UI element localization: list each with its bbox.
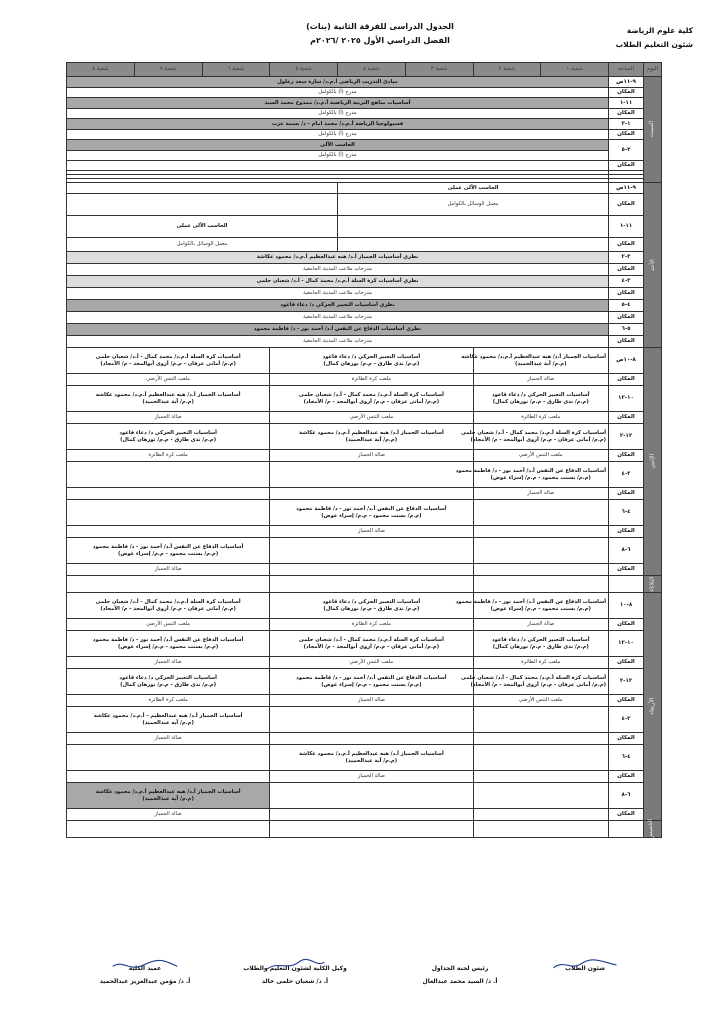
- signature-schedules-committee: [400, 962, 520, 988]
- time-header: الساعه: [609, 63, 644, 77]
- table-row: [67, 657, 662, 669]
- table-row: [67, 252, 662, 264]
- table-row: [67, 300, 662, 312]
- place-cell: مدرج (أ) بالكوامل: [67, 109, 609, 119]
- place-cell: ملعب كرة الطائرة: [67, 695, 270, 707]
- course-cell: أساسيات التعبير الحركي د/ دعاء قاعود (م.م/ ندى طارق - م.م/ نورهان كمال): [473, 386, 609, 412]
- time-cell: ٤-٦: [609, 745, 644, 771]
- table-row: [67, 576, 662, 593]
- course-cell: نظري أساسيات الدفاع عن النفس أ.د/ أحمد نور - د/ فاطمة محمود: [67, 324, 609, 336]
- course-cell: أساسيات الدفاع عن النفس أ.د/ أحمد نور - د/ فاطمة محمود (م.م/ بسنت محمود - م.م/ إسراء عوض): [270, 500, 473, 526]
- table-row: [67, 151, 662, 161]
- table-row: [67, 386, 662, 412]
- place-label: المكان: [609, 526, 644, 538]
- schedule-term: الفصل الدراسي الأول ٢٠٢٥ /٢٠٢٦م: [310, 36, 450, 45]
- day-cell-tuesday: الثلاثاء: [644, 576, 662, 593]
- place-label: المكان: [609, 336, 644, 348]
- place-cell: صالة الجمباز: [67, 564, 270, 576]
- table-row: [67, 348, 662, 374]
- place-cell: ملعب كرة الطائرة: [473, 412, 609, 424]
- table-row: [67, 194, 662, 216]
- faculty-header: [563, 24, 693, 52]
- section-header: شعبة ٥: [270, 63, 338, 77]
- place-label: المكان: [609, 238, 644, 252]
- place-cell: صالة الجمباز: [67, 809, 270, 821]
- place-cell: مدرج (أ) بالكوامل: [67, 88, 609, 98]
- place-cell: ملعب كرة الطائرة: [270, 374, 473, 386]
- place-cell: ملعب كرة الطائرة: [67, 450, 270, 462]
- handwritten-signature-icon: [93, 958, 197, 972]
- table-row: [67, 288, 662, 300]
- table-row: [67, 450, 662, 462]
- place-cell: ملعب التنس الأرضي: [67, 619, 270, 631]
- table-row: [67, 424, 662, 450]
- time-cell: ١١-١: [609, 216, 644, 238]
- course-cell: الحاسب الآلى: [67, 140, 609, 151]
- course-cell: أساسيات الدفاع عن النفس أ.د/ أحمد نور - د/ فاطمة محمود (م.م/ بسنت محمود - م.م/ إسراء عوض): [473, 593, 609, 619]
- place-label: المكان: [609, 194, 644, 216]
- signature-student-affairs: [530, 962, 640, 975]
- time-cell: ١١-١: [609, 98, 644, 109]
- table-row: [67, 183, 662, 194]
- table-row: [67, 462, 662, 488]
- place-cell: مدرجات ملاعب المدينة الجامعية: [67, 312, 609, 324]
- time-cell: ٦-٨: [609, 538, 644, 564]
- place-cell: صالة الجمباز: [270, 771, 473, 783]
- table-row: [67, 312, 662, 324]
- table-row: [67, 77, 662, 88]
- place-cell: مدرجات ملاعب المدينة الجامعية: [67, 288, 609, 300]
- course-cell: أساسيات التعبير الحركي د/ دعاء قاعود (م.م/ ندى طارق - م.م/ نورهان كمال): [270, 348, 473, 374]
- place-cell: ملعب التنس الأرضي: [473, 450, 609, 462]
- signature-vice-dean: [220, 962, 370, 988]
- place-cell: ملعب كرة الطائرة: [473, 657, 609, 669]
- day-cell-sunday: الأحد: [644, 183, 662, 348]
- signature-title: رئيس لجنة الجداول: [431, 965, 489, 972]
- place-cell: معمل الوسائل بالكوامل: [67, 238, 338, 252]
- table-row: [67, 336, 662, 348]
- time-cell: ١٠-١٢: [609, 631, 644, 657]
- table-row: [67, 374, 662, 386]
- place-cell: صالة الجمباز: [67, 733, 270, 745]
- table-row: [67, 109, 662, 119]
- empty-cell: [67, 161, 609, 171]
- course-cell: أساسيات الدفاع عن النفس أ.د/ أحمد نور - د/ فاطمة محمود (م.م/ بسنت محمود - م.م/ إسراء عوض): [67, 538, 270, 564]
- course-cell: أساسيات كرة السلة أ.م.د/ محمد كمال - أ.د/ شعبان حلمى (م.م/ أمانى عرفان - م.م/ أروى أبوالمجد - م/ الأمجاد): [67, 348, 270, 374]
- place-cell: معمل الوسائل بالكوامل: [338, 194, 609, 216]
- course-cell: نظري أساسيات الجمباز أ.د/ هبه عبدالعظيم أ.م.د/ محمود عكاشة: [67, 252, 609, 264]
- table-row: [67, 593, 662, 619]
- handwritten-signature-icon: [235, 958, 355, 972]
- place-cell: صالة الجمباز: [473, 374, 609, 386]
- day-header: اليوم: [644, 63, 662, 77]
- table-row: [67, 783, 662, 809]
- place-cell: مدرج (أ) بالكوامل: [67, 130, 609, 140]
- section-header: شعبة ٣: [405, 63, 473, 77]
- signature-name: أ. د/ شعبان حلمى خالد: [261, 978, 329, 985]
- place-label: المكان: [609, 619, 644, 631]
- place-label: المكان: [609, 264, 644, 276]
- place-cell: ملعب التنس الأرضي: [270, 412, 473, 424]
- course-cell: فسيولوجيا الرياضة أ.م.د/ محمد امام - د/ بسمة عزت: [67, 119, 609, 130]
- signature-title: شئون الطلاب: [564, 965, 606, 972]
- place-cell: ملعب كرة الطائرة: [270, 619, 473, 631]
- place-label: المكان: [609, 488, 644, 500]
- table-row: [67, 161, 662, 171]
- table-row: [67, 98, 662, 109]
- place-cell: مدرجات ملاعب المدينة الجامعية: [67, 336, 609, 348]
- time-cell: ١٢-٢: [609, 669, 644, 695]
- table-row: [67, 216, 662, 238]
- place-label: المكان: [609, 88, 644, 98]
- table-row: [67, 564, 662, 576]
- place-label: المكان: [609, 657, 644, 669]
- course-cell: نظري أساسيات كرة السلة أ.م.د/ محمد كمال - أ.د/ شعبان حلمى: [67, 276, 609, 288]
- department-name: شئون التعليم الطلاب: [615, 40, 693, 49]
- place-cell: صالة الجمباز: [67, 657, 270, 669]
- table-row: [67, 276, 662, 288]
- place-label: المكان: [609, 564, 644, 576]
- time-cell: ٨-١٠: [609, 593, 644, 619]
- time-cell: ١٠-١٢: [609, 386, 644, 412]
- table-row: [67, 745, 662, 771]
- place-cell: ملعب التنس الأرضي: [270, 657, 473, 669]
- course-cell: أساسيات التعبير الحركي د/ دعاء قاعود (م.م/ ندى طارق - م.م/ نورهان كمال): [473, 631, 609, 657]
- place-label: المكان: [609, 109, 644, 119]
- signature-title: عميد الكلية: [128, 965, 162, 972]
- place-label: المكان: [609, 771, 644, 783]
- signature-title: وكيل الكلية لشئون التعليم والطلاب: [243, 965, 347, 972]
- place-cell: ملعب التنس الأرضي: [473, 695, 609, 707]
- time-cell: ٤-٥: [609, 300, 644, 312]
- place-label: المكان: [609, 809, 644, 821]
- table-row: [67, 821, 662, 838]
- course-cell: أساسيات كرة السلة أ.م.د/ محمد كمال - أ.د/ شعبان حلمى (م.م/ أمانى عرفان - م.م/ أروى أبوالمجد - م/ الأمجاد): [473, 424, 609, 450]
- place-cell: مدرج (أ) بالكوامل: [67, 151, 609, 161]
- course-cell: أساسيات الدفاع عن النفس أ.د/ أحمد نور - د/ فاطمة محمود (م.م/ بسنت محمود - م.م/ إسراء عوض): [67, 631, 270, 657]
- place-label: المكان: [609, 695, 644, 707]
- course-cell: أساسيات الجمباز أ.د/ هبه عبدالعظيم أ.م.د/ محمود عكاشة (م.م/ آية عبدالحميد): [270, 424, 473, 450]
- table-row: [67, 264, 662, 276]
- course-cell: أساسيات الدفاع عن النفس أ.د/ أحمد نور - د/ فاطمة محمود (م.م/ بسنت محمود - م.م/ إسراء عوض): [473, 462, 609, 488]
- place-label: المكان: [609, 161, 644, 171]
- course-cell: أساسيات التعبير الحركي د/ دعاء قاعود (م.م/ ندى طارق - م.م/ نورهان كمال): [67, 424, 270, 450]
- table-row: [67, 412, 662, 424]
- course-cell: أساسيات الجمباز أ.د/ هبه عبدالعظيم - أ.م.د/ محمود عكاشة (م.م/ آية عبدالحميد): [67, 707, 270, 733]
- table-row: [67, 130, 662, 140]
- time-cell: ٩-١١ص: [609, 77, 644, 88]
- signatures-block: [80, 962, 640, 1008]
- table-row: [67, 88, 662, 98]
- place-label: المكان: [609, 312, 644, 324]
- day-cell-wednesday: الأربعاء: [644, 593, 662, 821]
- place-cell: صالة الجمباز: [270, 450, 473, 462]
- place-label: المكان: [609, 733, 644, 745]
- time-cell: ٩-١١ص: [609, 183, 644, 194]
- course-cell: أساسيات مناهج التربية الرياضية أ.م.د/ ممدوح محمد السيد: [67, 98, 609, 109]
- section-header: شعبة ٦: [202, 63, 270, 77]
- place-label: المكان: [609, 374, 644, 386]
- place-cell: صالة الجمباز: [270, 695, 473, 707]
- time-cell: ٦-٨: [609, 783, 644, 809]
- faculty-name: كلية علوم الرياضة: [626, 26, 693, 35]
- table-row: [67, 324, 662, 336]
- place-cell: صالة الجمباز: [270, 526, 473, 538]
- signature-name: أ. د/ السيد محمد عبدالعال: [422, 978, 498, 985]
- handwritten-signature-icon: [541, 958, 629, 972]
- schedule-table: [66, 62, 662, 838]
- course-cell: مبادئ التدريب الرياضى أ.م.د/ سارة سعد زغلول: [67, 77, 609, 88]
- course-cell: نظري أساسيات التعبير الحركي د/ دعاء قاعود: [67, 300, 609, 312]
- section-header: شعبة ٧: [134, 63, 202, 77]
- section-header: شعبة ١: [541, 63, 609, 77]
- table-row: [67, 809, 662, 821]
- time-cell: ٤-٦: [609, 500, 644, 526]
- header-row: [67, 63, 662, 77]
- time-cell: ١-٣: [609, 119, 644, 130]
- course-cell: أساسيات الجمباز أ.د/ هبه عبدالعظيم أ.م.د/ محمود عكاشة (م.م/ آية عبدالحميد): [67, 783, 270, 809]
- place-cell: صالة الجمباز: [473, 488, 609, 500]
- signature-name: أ. د/ مؤمن عبدالعزيز عبدالحميد: [99, 978, 191, 985]
- table-row: [67, 707, 662, 733]
- place-cell: صالة الجمباز: [67, 412, 270, 424]
- table-row: [67, 619, 662, 631]
- table-row: [67, 140, 662, 151]
- table-row: [67, 488, 662, 500]
- table-row: [67, 695, 662, 707]
- table-row: [67, 526, 662, 538]
- table-row: [67, 500, 662, 526]
- day-cell-monday: الإثنين: [644, 348, 662, 576]
- course-cell: أساسيات التعبير الحركي د/ دعاء قاعود (م.م/ ندى طارق - م.م/ نورهان كمال): [270, 593, 473, 619]
- table-row: [67, 119, 662, 130]
- time-cell: ١٢-٢: [609, 424, 644, 450]
- course-cell: أساسيات كرة السلة أ.م.د/ محمد كمال - أ.د/ شعبان حلمى (م.م/ أمانى عرفان - م.م/ أروى أبوالمجد - م/ الأمجاد): [270, 386, 473, 412]
- table-row: [67, 631, 662, 657]
- schedule-title: الجدول الدراسى للفرقة الثانية (بنات): [306, 22, 454, 31]
- time-cell: ٣-٥: [609, 140, 644, 161]
- place-label: المكان: [609, 130, 644, 140]
- place-cell: ملعب التنس الأرضي: [67, 374, 270, 386]
- place-cell: مدرجات ملاعب المدينة الجامعية: [67, 264, 609, 276]
- place-label: المكان: [609, 288, 644, 300]
- section-header: شعبة ٤: [338, 63, 406, 77]
- day-cell-saturday: السبت: [644, 77, 662, 183]
- table-row: [67, 771, 662, 783]
- section-header: شعبة ٨: [67, 63, 135, 77]
- course-cell: الحاسب الآلى عملى: [338, 183, 609, 194]
- course-cell: أساسيات كرة السلة أ.م.د/ محمد كمال - أ.د/ شعبان حلمى (م.م/ أمانى عرفان - م.م/ أروى أبوالمجد - م/ الأمجاد): [473, 669, 609, 695]
- day-cell-thursday: الخميس: [644, 821, 662, 838]
- table-row: [67, 238, 662, 252]
- course-cell: أساسيات الجمباز أ.د/ هبه عبدالعظيم أ.م.د/ محمود عكاشة (م.م/ آية عبدالحميد): [67, 386, 270, 412]
- table-row: [67, 733, 662, 745]
- time-cell: ٢-٤: [609, 462, 644, 488]
- table-row: [67, 669, 662, 695]
- place-label: المكان: [609, 450, 644, 462]
- place-label: المكان: [609, 412, 644, 424]
- signature-dean: [80, 962, 210, 988]
- course-cell: أساسيات كرة السلة أ.م.د/ محمد كمال - أ.د/ شعبان حلمى (م.م/ أمانى عرفان - م.م/ أروى أبوالمجد - م/ الأمجاد): [67, 593, 270, 619]
- course-cell: الحاسب الآلى عملى: [67, 216, 338, 238]
- course-cell: أساسيات الجمباز أ.د/ هبه عبدالعظيم أ.م.د/ محمود عكاشة (م.م/ آية عبدالحميد): [473, 348, 609, 374]
- course-cell: أساسيات كرة السلة أ.م.د/ محمد كمال - أ.د/ شعبان حلمى (م.م/ أمانى عرفان - م.م/ أروى أبوالمجد - م/ الأمجاد): [270, 631, 473, 657]
- table-row: [67, 538, 662, 564]
- time-cell: ٣-٢: [609, 252, 644, 264]
- course-cell: أساسيات التعبير الحركي د/ دعاء قاعود (م.م/ ندى طارق - م.م/ نورهان كمال): [67, 669, 270, 695]
- time-cell: ٨-١٠ص: [609, 348, 644, 374]
- course-cell: أساسيات الدفاع عن النفس أ.د/ أحمد نور - د/ فاطمة محمود (م.م/ بسنت محمود - م.م/ إسراء عوض): [270, 669, 473, 695]
- time-cell: ٣-٤: [609, 276, 644, 288]
- time-cell: ٢-٤: [609, 707, 644, 733]
- place-cell: صالة الجمباز: [473, 619, 609, 631]
- course-cell: أساسيات الجمباز أ.د/ هبه عبدالعظيم أ.م.د/ محمود عكاشة (م.م/ آية عبدالحميد): [270, 745, 473, 771]
- section-header: شعبة ٢: [473, 63, 541, 77]
- schedule-title-block: [280, 20, 480, 48]
- time-cell: ٥-٦: [609, 324, 644, 336]
